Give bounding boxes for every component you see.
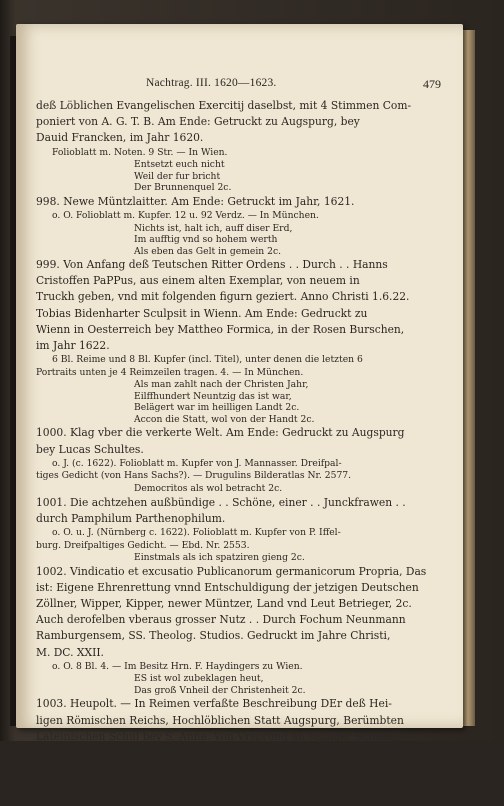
text-line: 1000. Klag vber die verkerte Welt. Am Ende: Gedruckt zu Augspurg (36, 426, 405, 440)
text-line: poniert von A. G. T. B. Am Ende: Getruckt zu Augspurg, bey (36, 115, 360, 129)
text-line: Dauid Francken, im Jahr 1620. (36, 131, 204, 145)
text-line: bey Dauid Francken, 1623. (36, 778, 183, 792)
text-line: Das groß Vnheil der Christenheit 2c. (134, 684, 306, 696)
text-line: o. J. (c. 1622). Folioblatt m. Kupfer von J. Mannasser. Dreifpal- (52, 457, 342, 469)
text-line: Tobias Bidenharter Sculpsit in Wienn. Am Ende: Gedruckt zu (36, 306, 368, 320)
text-line: Ramburgensem, SS. Theolog. Studios. Gedruckt im Jahre Christi, (36, 629, 391, 643)
text-line: Im aufftig vnd so hohem werth (134, 234, 278, 245)
text-line: Weil der fur bricht (134, 170, 221, 182)
text-line: o. O. Folioblatt m. Kupfer. 12 u. 92 Verdz. — In München. (52, 209, 319, 221)
text-line: Entsetzt euch nicht (134, 159, 225, 171)
page-header (36, 77, 441, 93)
text-line: M. DC. XXII. (36, 645, 104, 659)
text-line: Wienn in Oesterreich bey Mattheo Formica, in der Rosen Burschen, (36, 322, 405, 336)
text-line: 1003. Heupolt. — In Reimen verfaßte Beschreibung DEr deß Hei- (36, 697, 392, 711)
text-line: o. O. u. J. (Nürnberg c. 1622). Folioblatt m. Kupfer von P. Iffel- (52, 526, 341, 538)
text-line: Zöllner, Wipper, Kipper, newer Müntzer, Land vnd Leut Betrieger, 2c. (36, 597, 412, 610)
text-line: Cristoffen PaPPus, aus einem alten Exemplar, von neuem in (36, 274, 360, 288)
text-line: 1001. Die achtzehen außbündige . . Schöne, einer . . Junckfrawen . . (36, 495, 406, 509)
text-line: 998. Newe Müntzlaitter. Am Ende: Getruckt im Jahr, 1621. (36, 194, 355, 208)
text-line: Folioblatt m. Noten. 9 Str. — In Wien. (52, 146, 228, 158)
text-line: 6 Bl. Reime und 8 Bl. Kupfer (incl. Titel), unter denen die letzten 6 (52, 354, 363, 366)
text-line: im Jahr 1622. (36, 339, 110, 353)
text-line: 1002. Vindicatio et excusatio Publicanorum germanicorum Propria, Das (36, 564, 427, 578)
text-line: Einstmals als ich spatziren gieng 2c. (134, 552, 305, 564)
text-line: Eilffhundert Neuntzig das ist war, (134, 390, 292, 402)
text-line: Belägert war im heilligen Landt 2c. (134, 402, 300, 414)
text-line: Nichts ist, halt ich, auff diser Erd, (134, 222, 293, 234)
text-line: ligen Römischen Reichs, Hochlöblichen Statt Augspurg, Berümbten (36, 713, 404, 727)
text-line: Portraits unten je 4 Reimzeilen tragen. 4. — In München. (36, 366, 304, 378)
text-line: Als eben das Gelt in gemein 2c. (134, 245, 282, 257)
text-line: burg. Dreifpaltiges Gedicht. — Ebd. Nr. 2553. (36, 539, 250, 551)
text-line: Lateinischen Schul bey S. Anna. Von Vrsprung an selbiger Schule, (36, 729, 396, 743)
text-line: Auch derofelben vberaus grosser Nutz . . Durch Fochum Neunmann (36, 613, 406, 627)
text-line: Truckh geben, vnd mit folgenden figurn geziert. Anno Christi 1.6.22. (36, 290, 410, 304)
running-title: Nachtrag. III. 1620—1623. (146, 77, 277, 89)
text-line: Praeceptorem daselbsten in Truck verfertiget. Getruckt zu Augspurg, (36, 762, 415, 776)
text-line: Der Brunnenquel 2c. (134, 182, 232, 194)
text-line: im Jahr 1531 biß ins Jar 1623 . . Durch Bernhardum Heupolt (36, 746, 366, 760)
text-line: ES ist wol zubeklagen heut, (134, 673, 264, 685)
text-line: Als man zahlt nach der Christen Jahr, (134, 379, 309, 391)
text-line: ist: Eigene Ehrenrettung vnnd Entschuldigung der jetzigen Deutschen (36, 580, 419, 594)
page-number: 479 (423, 77, 441, 91)
text-line: deß Löblichen Evangelischen Exercitij daselbst, mit 4 Stimmen Com- (36, 99, 412, 112)
page-body-text (36, 98, 444, 806)
text-line: Accon die Statt, wol von der Handt 2c. (134, 413, 315, 425)
text-line: durch Pamphilum Parthenophilum. (36, 511, 226, 525)
text-line: o. O. 8 Bl. 4. — Im Besitz Hrn. F. Haydingers zu Wien. (52, 660, 303, 672)
text-line: bey Lucas Schultes. (36, 442, 144, 456)
text-line: 999. Von Anfang deß Teutschen Ritter Ordens . . Durch . . Hanns (36, 258, 388, 271)
page-stack-edge (463, 30, 475, 726)
text-line: tiges Gedicht (von Hans Sachs?). — Drugulins Bilderatlas Nr. 2577. (36, 470, 352, 482)
text-line: Democritos als wol betracht 2c. (134, 483, 283, 494)
text-line: 8 Bl. 4. m. Seiteneinf. — In Augsburg. (52, 793, 229, 805)
